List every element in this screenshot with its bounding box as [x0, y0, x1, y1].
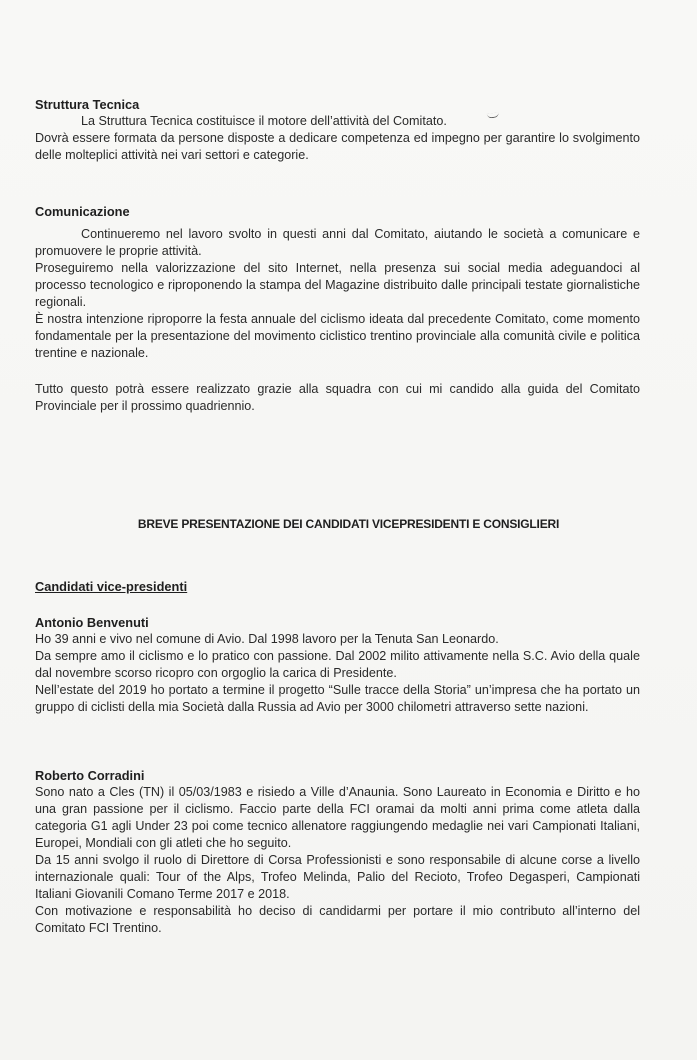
paragraph: Proseguiremo nella valorizzazione del sito Internet, nella presenza sui social media adeguandoci al processo tecnologico e riproponendo la stampa del Magazine distribuito dalle principali testate giornalistiche regionali.: [35, 261, 640, 309]
paragraph: Nell’estate del 2019 ho portato a termine il progetto “Sulle tracce della Storia” un’impresa che ha portato un gruppo di ciclisti della mia Società dalla Russia ad Avio per 3000 chilometri attraverso sette nazioni.: [35, 683, 640, 714]
candidate-name: Antonio Benvenuti: [35, 615, 149, 630]
paragraph: Tutto questo potrà essere realizzato grazie alla squadra con cui mi candido alla guida del Comitato Provinciale per il prossimo quadriennio.: [35, 382, 640, 413]
paragraph: Da sempre amo il ciclismo e lo pratico con passione. Dal 2002 milito attivamente nella S.C. Avio della quale dal novembre scorso ricopro con orgoglio la carica di Presidente.: [35, 649, 640, 680]
paragraph: La Struttura Tecnica costituisce il motore dell’attività del Comitato.: [81, 114, 447, 128]
heading-struttura-tecnica: Struttura Tecnica: [35, 97, 140, 112]
candidate-corradini: [35, 767, 640, 937]
candidate-benvenuti: [35, 614, 640, 716]
subtitle-candidati-vice-presidenti: Candidati vice-presidenti: [35, 579, 188, 594]
paragraph: Con motivazione e responsabilità ho deciso di candidarmi per portare il mio contributo all’interno del Comitato FCI Trentino.: [35, 904, 640, 935]
candidate-name: Roberto Corradini: [35, 768, 145, 783]
paragraph: Continueremo nel lavoro svolto in questi anni dal Comitato, aiutando le società a comunicare e promuovere le proprie attività.: [35, 227, 640, 258]
section-candidati: [35, 578, 640, 595]
paragraph: Sono nato a Cles (TN) il 05/03/1983 e risiedo a Ville d’Anaunia. Sono Laureato in Economia e Diritto e ho una gran passione per il ciclismo. Faccio parte della FCI oramai da molti anni prima come atleta dalla categoria G1 agli Under 23 poi come tecnico allenatore raggiungendo medaglie nei vari Campionati Italiani, Europei, Mondiali con gli atleti che ho seguito.: [35, 785, 640, 850]
paragraph: È nostra intenzione riproporre la festa annuale del ciclismo ideata dal precedente Comitato, come momento fondamentale per la presentazione del movimento ciclistico trentino provinciale alla comunità civile e politica trentine e nazionale.: [35, 312, 640, 360]
section-struttura-tecnica: [35, 96, 640, 164]
presentation-title: BREVE PRESENTAZIONE DEI CANDIDATI VICEPRESIDENTI E CONSIGLIERI: [137, 517, 560, 531]
paragraph: Ho 39 anni e vivo nel comune di Avio. Dal 1998 lavoro per la Tenuta San Leonardo.: [35, 632, 499, 646]
paragraph: Da 15 anni svolgo il ruolo di Direttore di Corsa Professionisti e sono responsabile di alcune corse a livello internazionale quali: Tour of the Alps, Trofeo Melinda, Palio del Recioto, Trofeo Degasperi, Campionati Italiani Giovanili Comano Terme 2017 e 2018.: [35, 853, 640, 901]
section-comunicazione: [35, 203, 640, 415]
paragraph: Dovrà essere formata da persone disposte a dedicare competenza ed impegno per garantire lo svolgimento delle molteplici attività nei vari settori e categorie.: [35, 131, 640, 162]
heading-comunicazione: Comunicazione: [35, 204, 130, 219]
